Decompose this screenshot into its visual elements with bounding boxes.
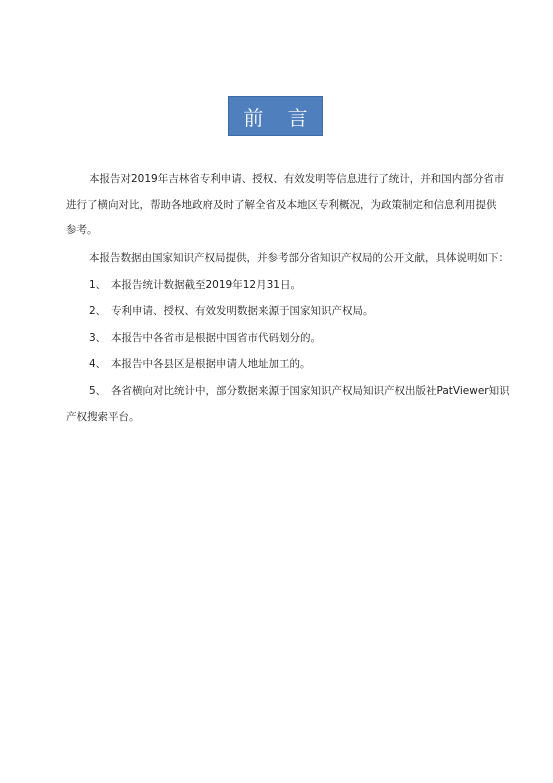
list-item [89, 378, 510, 404]
list-item-continuation: 产权搜索平台。 [66, 411, 140, 423]
list-item-text: 本报告统计数据截至2019年12月31日。 [111, 279, 301, 291]
intro-line-1: 本报告对2019年吉林省专利申请、授权、有效发明等信息进行了统计，并和国内部分省市 [89, 173, 505, 185]
list-item-number: 3、 [89, 332, 107, 344]
list-item [89, 298, 374, 324]
page-title: 前 言 [243, 105, 317, 130]
list-item-text: 本报告中各县区是根据申请人地址加工的。 [111, 358, 311, 370]
source-note: 本报告数据由国家知识产权局提供，并参考部分省知识产权局的公开文献，具体说明如下： [89, 252, 509, 264]
list-item-text: 专利申请、授权、有效发明数据来源于国家知识产权局。 [111, 305, 374, 317]
list-item [89, 351, 311, 377]
list-item-number: 1、 [89, 279, 107, 291]
list-item-number: 2、 [89, 305, 107, 317]
title-banner [228, 96, 323, 136]
list-item [89, 272, 301, 298]
list-item-number: 4、 [89, 358, 107, 370]
intro-line-3: 参考。 [66, 224, 98, 236]
list-item-text: 各省横向对比统计中，部分数据来源于国家知识产权局知识产权出版社PatViewer知识 [111, 385, 510, 397]
list-item-number: 5、 [89, 385, 107, 397]
list-item-text: 本报告中各省市是根据中国省市代码划分的。 [111, 332, 321, 344]
intro-line-2: 进行了横向对比，帮助各地政府及时了解全省及本地区专利概况，为政策制定和信息利用提供 [66, 199, 497, 211]
list-item [89, 325, 321, 351]
